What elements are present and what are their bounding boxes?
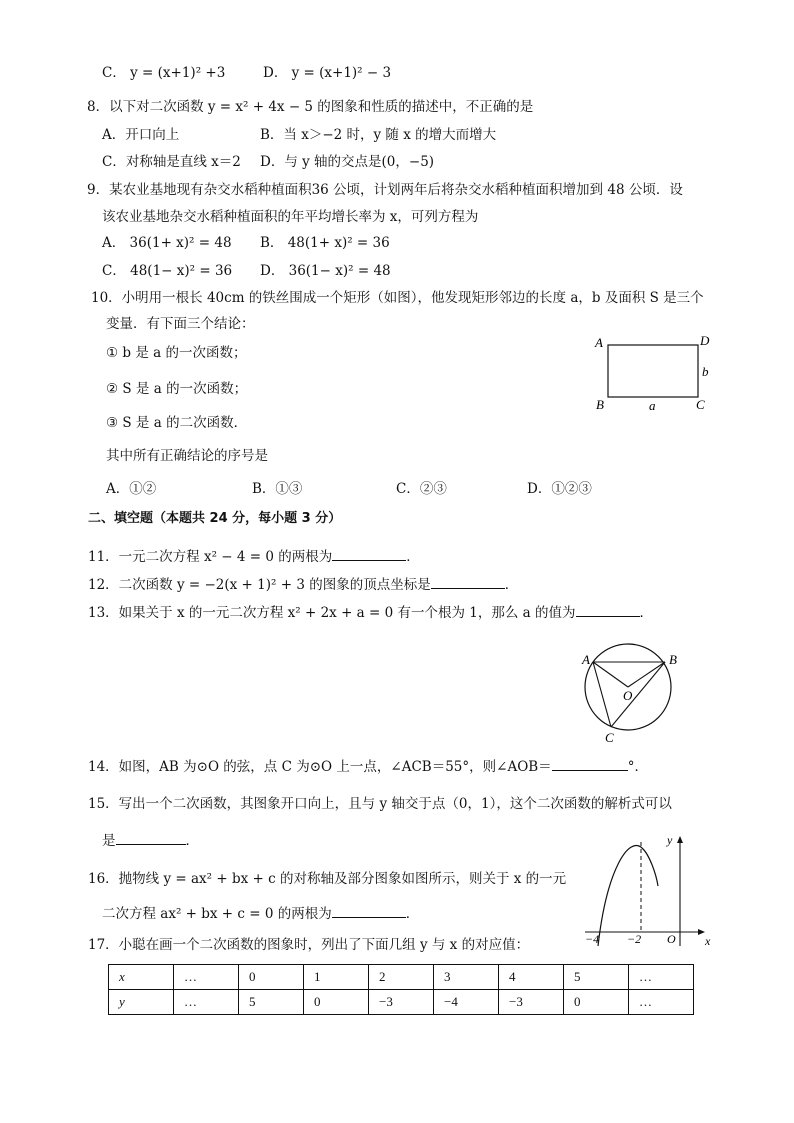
q9-option-b: B． 48(1+ x)² = 36: [260, 235, 390, 251]
chord-bc: [611, 662, 665, 727]
circle-label-o: O: [623, 688, 633, 703]
q10-conclusion-2: ② S 是 a 的一次函数；: [106, 381, 248, 397]
q10-stem-line1: 10．小明用一根长 40cm 的铁丝围成一个矩形（如图），他发现矩形邻边的长度 a，b 及面积 S 是三个: [91, 290, 704, 306]
q15-line1: 15．写出一个二次函数，其图象开口向上，且与 y 轴交于点（0，1），这个二次函数的解析式可以: [88, 796, 672, 812]
q8-option-c: C．对称轴是直线 x＝2: [102, 154, 241, 170]
table-cell: x: [109, 965, 174, 990]
table-cell: 4: [499, 965, 564, 990]
table-cell: −3: [499, 990, 564, 1015]
circle-label-b: B: [669, 652, 677, 667]
q8-option-d: D．与 y 轴的交点是(0，−5): [260, 154, 435, 170]
q13-text: 13．如果关于 x 的一元二次方程 x² + 2x + a = 0 有一个根为 1，那么 a 的值为: [88, 605, 576, 621]
table-cell: …: [174, 990, 239, 1015]
q9-stem-line1: 9．某农业基地现有杂交水稻种植面积36 公顷，计划两年后将杂交水稻种植面积增加到 48 公顷．设: [87, 182, 683, 198]
q16-text: 二次方程 ax² + bx + c = 0 的两根为: [102, 906, 332, 922]
table-cell: 3: [434, 965, 499, 990]
parabola-label-minus2: −2: [627, 932, 642, 946]
q10-option-d: D．①②③: [527, 481, 592, 497]
rect-label-side-b: b: [702, 364, 709, 379]
q9-option-c: C． 48(1− x)² = 36: [102, 263, 233, 279]
table-cell: −4: [434, 990, 499, 1015]
q11-question: [88, 546, 420, 566]
q10-stem-line2: 变量．有下面三个结论：: [106, 316, 255, 332]
q14-question: [88, 756, 648, 776]
rect-label-side-a: a: [649, 398, 656, 413]
q12-answer-blank[interactable]: [431, 574, 505, 589]
q14-text: 14．如图，AB 为⊙O 的弦，点 C 为⊙O 上一点，∠ACB＝55°，则∠AOB＝: [88, 759, 552, 775]
q11-answer-blank[interactable]: [332, 546, 406, 561]
q7-option-c: C． y = (x+1)² +3: [102, 65, 226, 81]
parabola-label-x: x: [705, 934, 711, 948]
parabola-curve: [598, 846, 658, 946]
q15-end: ．: [185, 833, 199, 849]
q10-option-c: C．②③: [396, 481, 447, 497]
parabola-label-minus4: −4: [585, 932, 600, 946]
radius-ob: [628, 662, 665, 687]
parabola-label-origin: O: [667, 932, 676, 946]
table-cell: 1: [304, 965, 369, 990]
table-cell: 2: [369, 965, 434, 990]
rect-label-d-vertex: D: [700, 333, 710, 348]
q7-option-d: D． y = (x+1)² − 3: [263, 65, 392, 81]
table-cell: …: [174, 965, 239, 990]
table-cell: 5: [564, 965, 629, 990]
rect-label-b-vertex: B: [596, 397, 604, 412]
q12-text: 12．二次函数 y = −2(x + 1)² + 3 的图象的顶点坐标是: [88, 577, 431, 593]
q14-end: °．: [627, 759, 648, 775]
q15-line2: [102, 830, 199, 850]
table-cell: −3: [369, 990, 434, 1015]
q17-stem: 17．小聪在画一个二次函数的图象时，列出了下面几组 y 与 x 的对应值：: [88, 937, 530, 953]
table-cell: y: [109, 990, 174, 1015]
q16-line1: 16．抛物线 y = ax² + bx + c 的对称轴及部分图象如图所示，则关于 x 的一元: [88, 871, 567, 887]
table-cell: 0: [304, 990, 369, 1015]
q9-stem-line2: 该农业基地杂交水稻种植面积的年平均增长率为 x，可列方程为: [102, 209, 479, 225]
q16-answer-blank[interactable]: [332, 903, 406, 918]
q14-answer-blank[interactable]: [552, 756, 628, 771]
table-row-y: [109, 990, 694, 1015]
q8-option-b: B．当 x＞−2 时，y 随 x 的增大而增大: [260, 127, 497, 143]
table-cell: 0: [239, 965, 304, 990]
parabola-figure: [585, 828, 720, 950]
q11-end: ．: [406, 549, 420, 565]
rectangle-shape: [608, 345, 698, 397]
q10-ask: 其中所有正确结论的序号是: [106, 448, 268, 464]
table-cell: 0: [564, 990, 629, 1015]
circle-figure: [575, 640, 695, 745]
table-cell: …: [629, 990, 694, 1015]
rect-label-a-vertex: A: [595, 335, 603, 350]
q13-question: [88, 602, 653, 622]
q15-text: 是: [102, 833, 116, 849]
section2-title: 二、填空题（本题共 24 分，每小题 3 分）: [88, 511, 342, 526]
table-cell: …: [629, 965, 694, 990]
q8-option-a: A．开口向上: [102, 127, 180, 143]
circle-label-c: C: [605, 730, 614, 745]
q17-value-table: [108, 964, 694, 1015]
q16-end: ．: [405, 906, 420, 922]
rectangle-figure: [590, 330, 720, 415]
q9-option-d: D． 36(1− x)² = 48: [260, 263, 391, 279]
q9-option-a: A． 36(1+ x)² = 48: [102, 235, 232, 251]
q12-end: ．: [504, 577, 519, 593]
q12-question: [88, 574, 518, 594]
q10-option-b: B．①③: [252, 481, 303, 497]
y-axis-arrow: [677, 836, 683, 843]
q16-line2: [102, 903, 419, 923]
q13-end: ．: [639, 605, 654, 621]
parabola-label-y: y: [667, 833, 673, 847]
q10-option-a: A．①②: [106, 481, 157, 497]
rect-label-c-vertex: C: [696, 397, 705, 412]
radius-oa: [593, 662, 628, 687]
q15-answer-blank[interactable]: [116, 830, 186, 845]
q11-text: 11．一元二次方程 x² − 4 = 0 的两根为: [88, 549, 333, 565]
q8-stem: 8．以下对二次函数 y = x² + 4x − 5 的图象和性质的描述中，不正确的是: [87, 99, 534, 115]
chord-ac: [593, 662, 611, 727]
table-row-x: [109, 965, 694, 990]
q13-answer-blank[interactable]: [576, 602, 640, 617]
q10-conclusion-1: ① b 是 a 的一次函数；: [106, 345, 247, 361]
table-cell: 5: [239, 990, 304, 1015]
q10-conclusion-3: ③ S 是 a 的二次函数．: [106, 415, 248, 431]
circle-label-a: A: [582, 652, 590, 667]
x-axis-arrow: [698, 929, 705, 935]
